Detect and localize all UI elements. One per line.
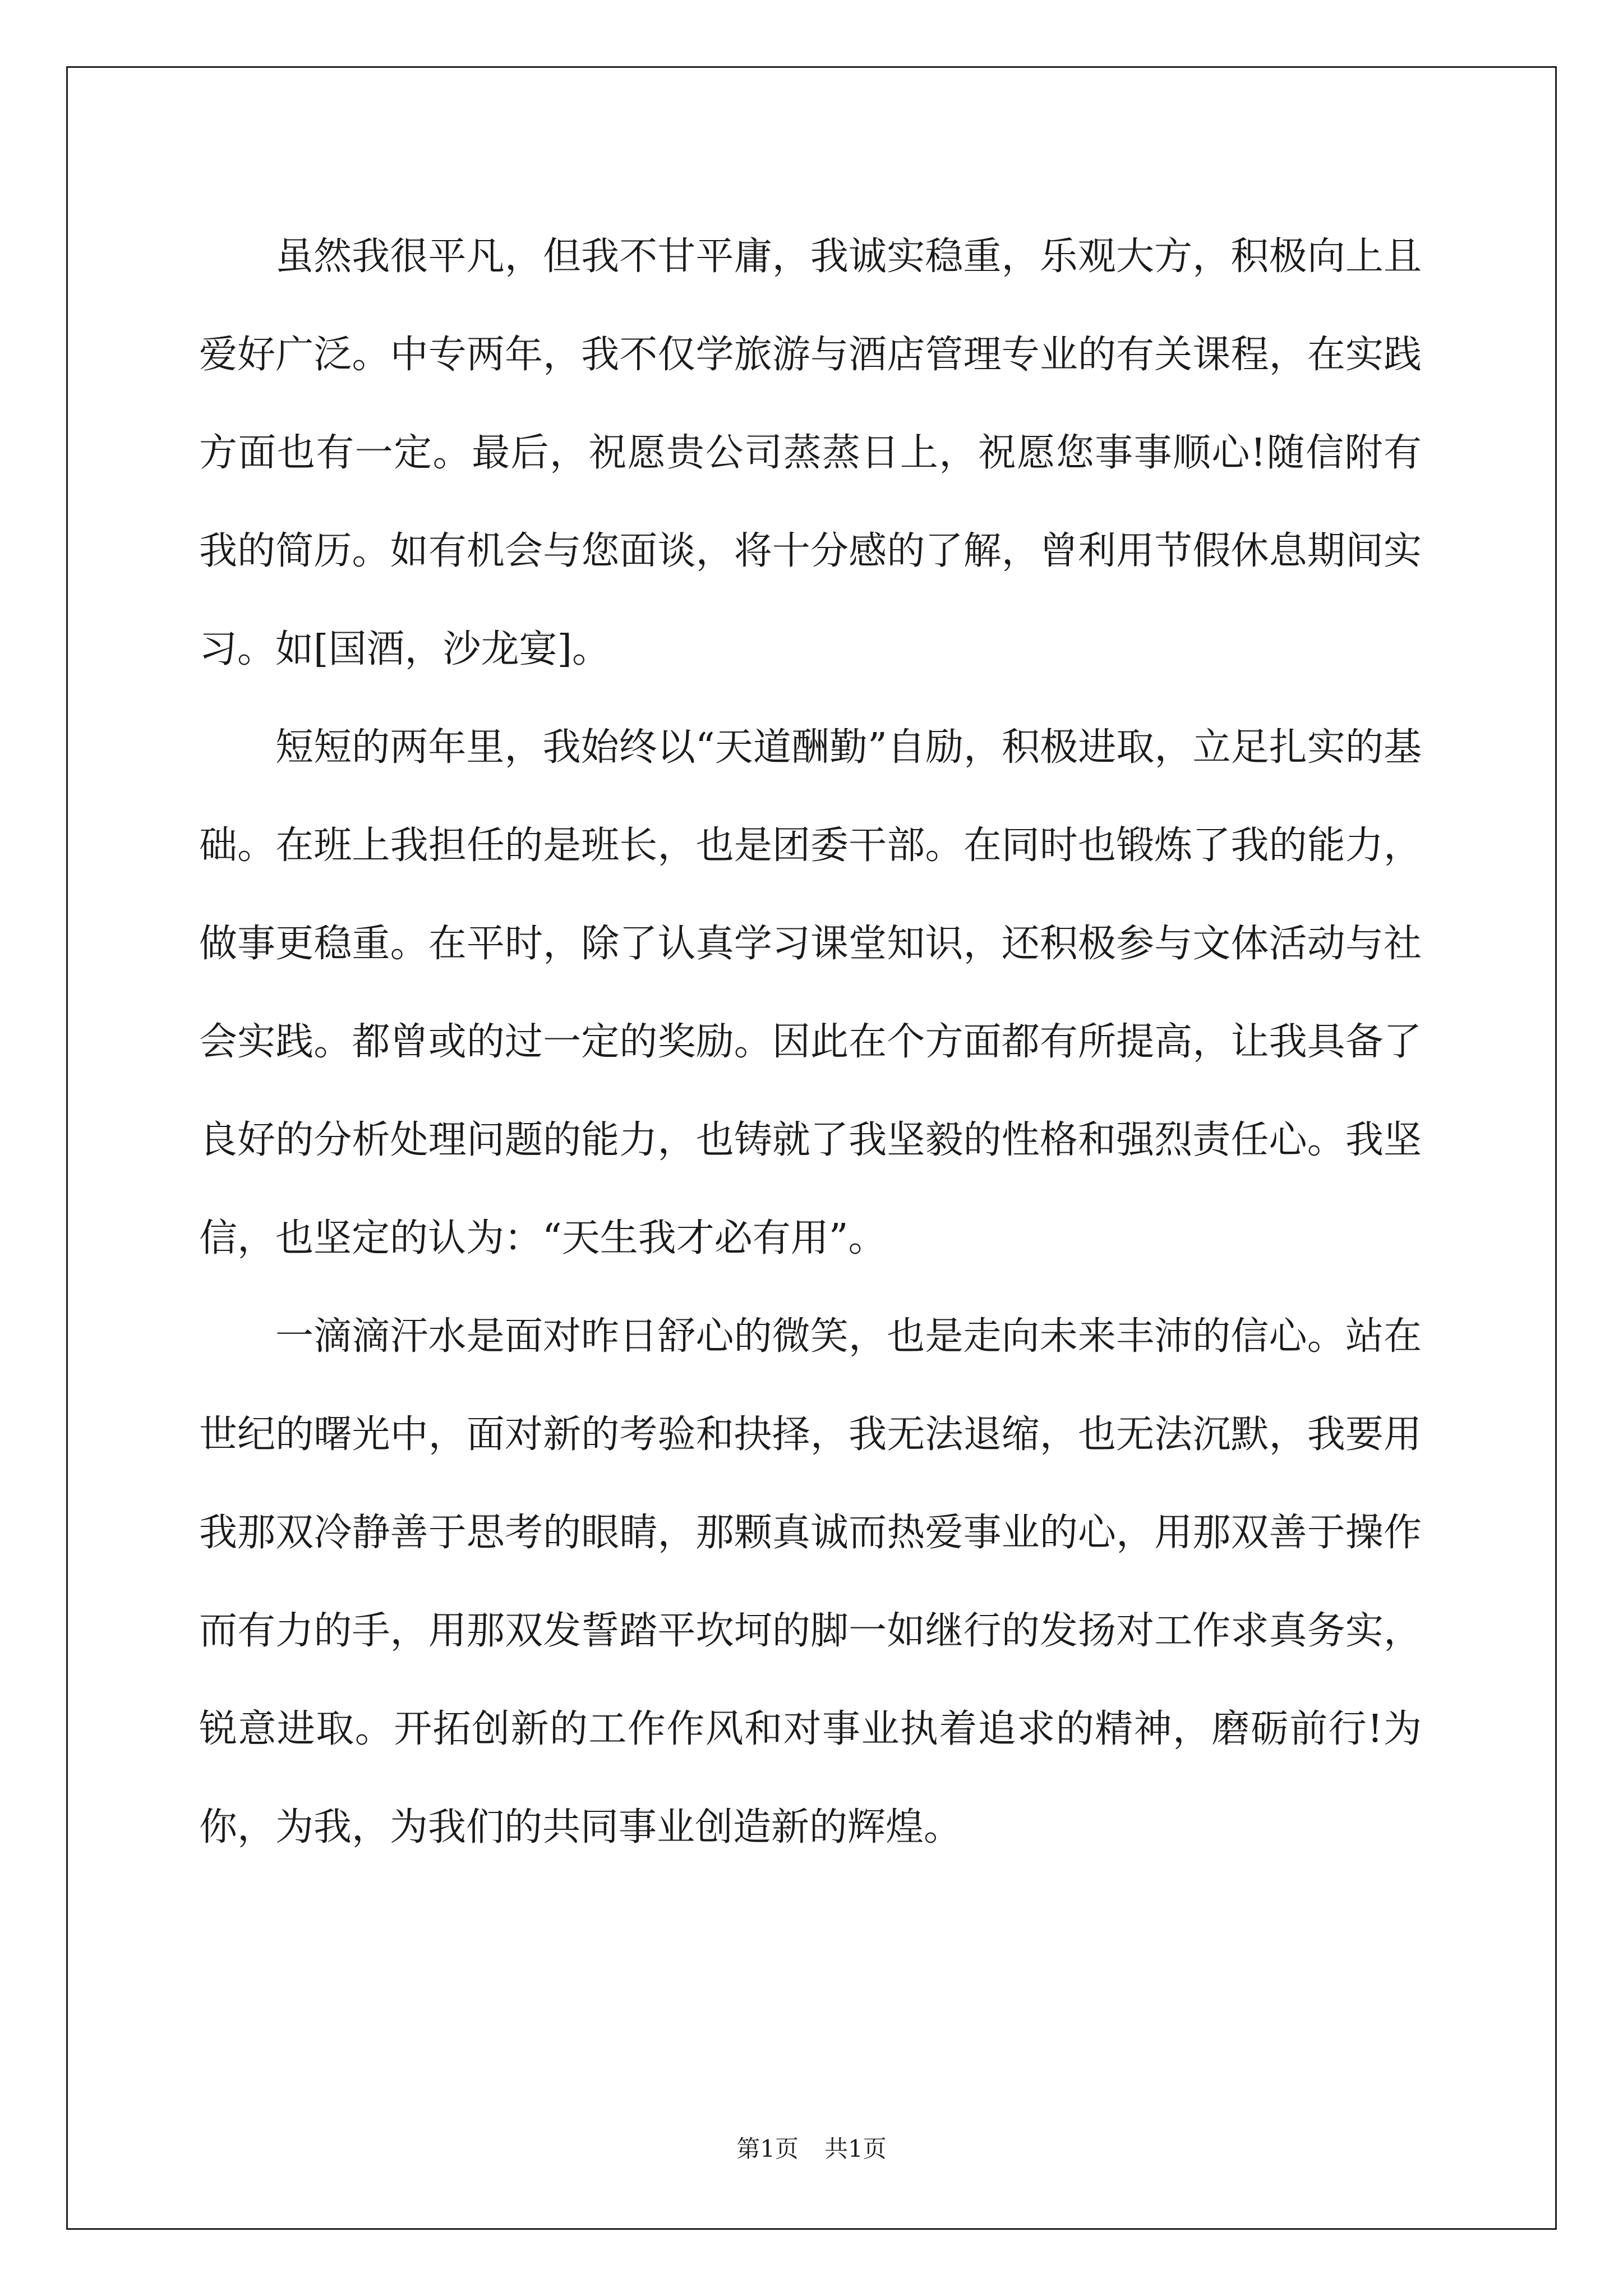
paragraph-2: 短短的两年里，我始终以“天道酬勤”自励，积极进取，立足扎实的基础。在班上我担任的是班长，也是团委干部。在同时也锻炼了我的能力，做事更稳重。在平时，除了认真学习课堂知识，还积极参与文体活动与社会实践。都曾或的过一定的奖励。因此在个方面都有所提高，让我具备了良好的分析处理问题的能力，也铸就了我坚毅的性格和强烈责任心。我坚信，也坚定的认为：“天生我才必有用”。 <box>199 725 1422 1260</box>
paragraph-3: 一滴滴汗水是面对昨日舒心的微笑，也是走向未来丰沛的信心。站在世纪的曙光中，面对新的考验和抉择，我无法退缩，也无法沉默，我要用我那双冷静善于思考的眼睛，那颗真诚而热爱事业的心，用那双善于操作而有力的手，用那双发誓踏平坎坷的脚一如继行的发扬对工作求真务实，锐意进取。开拓创新的工作作风和对事业执着追求的精神，磨砺前行!为你，为我，为我们的共同事业创造新的辉煌。 <box>199 1314 1422 1849</box>
page-total: 共1页 <box>824 2135 887 2162</box>
document-body <box>199 208 1422 1876</box>
page-number: 第1页 <box>736 2135 799 2162</box>
paragraph-1: 虽然我很平凡，但我不甘平庸，我诚实稳重，乐观大方，积极向上且爱好广泛。中专两年，我不仅学旅游与酒店管理专业的有关课程，在实践方面也有一定。最后，祝愿贵公司蒸蒸日上，祝愿您事事顺心!随信附有我的简历。如有机会与您面谈，将十分感的了解，曾利用节假休息期间实习。如[国酒，沙龙宴]。 <box>199 234 1422 671</box>
page-footer <box>0 2131 1623 2164</box>
